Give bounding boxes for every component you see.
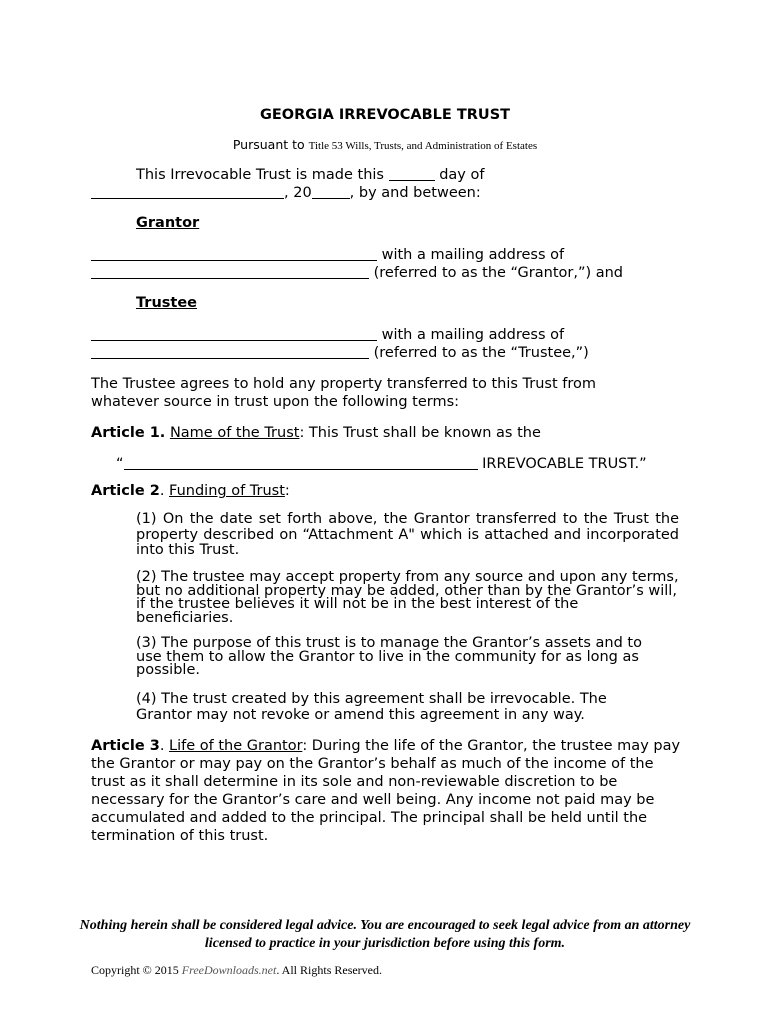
subtitle-statute: Title 53 Wills, Trusts, and Administration of Estates <box>308 140 538 152</box>
grantor-address-blank[interactable] <box>91 264 369 279</box>
article-2-label: Article 2 <box>91 483 160 499</box>
trustee-line-2-text: (referred to as the “Trustee,”) <box>373 345 589 361</box>
trustee-heading: Trustee <box>136 295 198 311</box>
trustee-name-blank[interactable] <box>91 326 377 341</box>
clause-2: (2) The trustee may accept property from any source and upon any terms, but no additional property may be added, other than by the Grantor’s will, if the trustee believes it will not be in the best interest of the beneficiaries. <box>136 569 679 626</box>
article-2-sep: . <box>159 483 165 499</box>
month-blank[interactable] <box>91 184 284 199</box>
trust-name-open-quote: “ <box>116 456 124 472</box>
copyright-footer <box>91 963 382 978</box>
agreement-paragraph: The Trustee agrees to hold any property transferred to this Trust from whatever source in trust upon the following terms: <box>91 376 596 410</box>
copyright-prefix: Copyright © 2015 <box>91 963 179 977</box>
intro-text-a: This Irrevocable Trust is made this <box>136 167 384 183</box>
article-3-label: Article 3 <box>91 738 160 754</box>
article-1 <box>91 424 541 442</box>
document-title: GEORGIA IRREVOCABLE TRUST <box>259 107 511 123</box>
clause-3: (3) The purpose of this trust is to manage the Grantor’s assets and to use them to allow the Grantor to live in the community for as long as possible. <box>136 635 642 678</box>
trustee-line-2 <box>91 344 589 362</box>
day-blank[interactable] <box>389 166 435 181</box>
trust-name-line <box>116 455 647 473</box>
clause-4: (4) The trust created by this agreement shall be irrevocable. The Grantor may not revoke or amend this agreement in any way. <box>136 691 607 723</box>
intro-line-2 <box>91 184 481 202</box>
article-1-title: Name of the Trust <box>169 425 300 441</box>
grantor-line-1 <box>91 246 564 264</box>
article-2-colon: : <box>284 483 290 499</box>
clause-1: (1) On the date set forth above, the Grantor transferred to the Trust the property described on “Attachment A" which is attached and incorporated into this Trust. <box>136 511 679 558</box>
intro-year-prefix: , 20 <box>284 185 312 201</box>
copyright-site-link[interactable]: FreeDownloads.net <box>181 963 277 977</box>
article-1-label: Article 1. <box>91 425 166 441</box>
grantor-line-1-text: with a mailing address of <box>381 247 565 263</box>
article-3 <box>91 737 681 845</box>
article-2-title: Funding of Trust <box>169 483 285 499</box>
trustee-line-1 <box>91 326 564 344</box>
trustee-address-blank[interactable] <box>91 344 369 359</box>
article-2 <box>91 482 290 500</box>
trustee-line-1-text: with a mailing address of <box>381 327 565 343</box>
article-3-text: : During the life of the Grantor, the trustee may pay the Grantor or may pay on the Grantor’s behalf as much of the income of the trust as it shall determine in its sole and non-reviewable discretion to be necessary for the Grantor’s care and well being. Any income not paid may be accumulated and added to the principal. The principal shall be held until the termination of this trust. <box>91 738 681 844</box>
grantor-name-blank[interactable] <box>91 246 377 261</box>
intro-text-b: day of <box>439 167 485 183</box>
document-subtitle <box>0 137 770 152</box>
article-3-title: Life of the Grantor <box>169 738 303 754</box>
subtitle-prefix: Pursuant to <box>232 137 305 152</box>
article-1-text: : This Trust shall be known as the <box>299 425 541 441</box>
trust-name-suffix: IRREVOCABLE TRUST.” <box>482 456 647 472</box>
intro-text-c: , by and between: <box>349 185 481 201</box>
article-3-sep: . <box>159 738 165 754</box>
trust-name-blank[interactable] <box>124 455 478 470</box>
year-blank[interactable] <box>312 184 350 199</box>
copyright-suffix: . All Rights Reserved. <box>276 963 383 977</box>
grantor-line-2-text: (referred to as the “Grantor,”) and <box>373 265 624 281</box>
legal-disclaimer: Nothing herein shall be considered legal advice. You are encouraged to seek legal advice from an attorney licensed to practice in your jurisdiction before using this form. <box>79 918 691 951</box>
grantor-line-2 <box>91 264 623 282</box>
grantor-heading: Grantor <box>136 215 200 231</box>
intro-line-1 <box>136 166 484 184</box>
